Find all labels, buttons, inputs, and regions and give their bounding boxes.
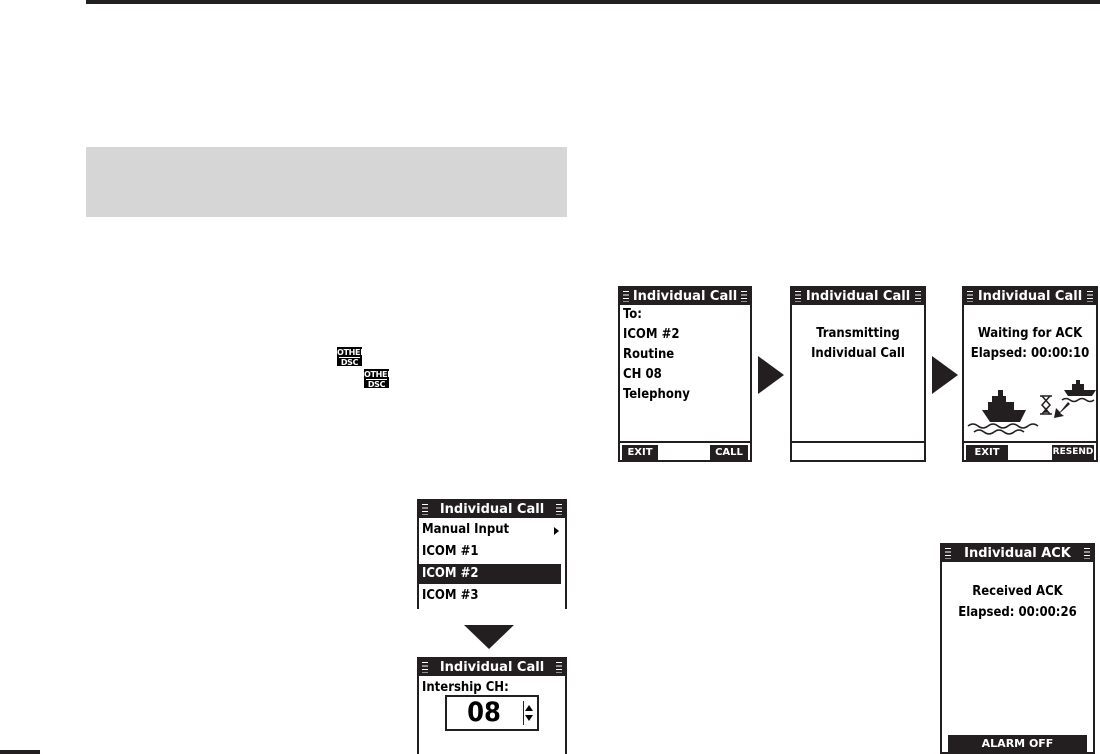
menu-icon	[556, 504, 562, 515]
return-arrow-icon	[1054, 402, 1070, 418]
screen-waiting-ack	[962, 286, 1098, 462]
hourglass-icon	[1040, 396, 1052, 414]
menu-item-icom-1[interactable]: ICOM #1	[422, 544, 479, 559]
key-icon-line1: OTHER	[337, 348, 367, 357]
screen-line: To:	[623, 307, 642, 322]
screen-title: Individual Call	[439, 502, 545, 517]
channel-value: 08	[467, 697, 501, 728]
menu-item-icom-2-selected[interactable]: ICOM #2	[419, 564, 561, 584]
right-arrow-icon	[932, 356, 958, 394]
chevron-right-icon	[554, 527, 559, 535]
top-rule	[86, 0, 1100, 4]
section-heading-box	[86, 147, 567, 217]
screen-ack-received	[940, 543, 1095, 754]
screen-line: Received ACK	[972, 584, 1063, 599]
resend-softkey[interactable]: RESEND	[1052, 445, 1094, 460]
alarm-off-softkey[interactable]: ALARM OFF	[948, 735, 1087, 752]
exit-softkey[interactable]: EXIT	[966, 445, 1008, 460]
menu-icon	[422, 662, 428, 673]
menu-item-manual-input[interactable]	[419, 520, 565, 540]
menu-icon	[795, 291, 801, 302]
other-dsc-key-icon	[337, 347, 367, 367]
channel-stepper[interactable]	[445, 695, 539, 731]
menu-icon	[915, 291, 921, 302]
menu-icon	[967, 291, 973, 302]
screen-title-bar	[964, 288, 1096, 305]
screen-title: Individual ACK	[964, 546, 1071, 561]
screen-title-bar	[792, 288, 924, 305]
menu-item-icom-3[interactable]: ICOM #3	[422, 588, 479, 603]
screen-line: Elapsed: 00:00:26	[958, 605, 1077, 620]
spin-up-icon[interactable]	[525, 705, 533, 711]
screen-line: ICOM #2	[623, 327, 680, 342]
down-arrow-icon	[464, 625, 514, 649]
screen-title-bar	[620, 288, 750, 305]
screen-line: Waiting for ACK	[977, 326, 1083, 341]
screen-line: CH 08	[623, 367, 662, 382]
ship-waiting-illustration	[964, 372, 1096, 444]
menu-icon	[422, 504, 428, 515]
page-edge-mark	[0, 750, 40, 754]
screen-line: Transmitting	[816, 326, 900, 341]
menu-icon	[623, 291, 629, 302]
screen-line: Individual Call	[811, 346, 905, 361]
stepper-divider	[523, 701, 524, 725]
screen-station-select	[417, 499, 567, 609]
menu-icon	[1084, 548, 1090, 559]
call-softkey[interactable]: CALL	[710, 445, 748, 460]
screen-intership-channel	[417, 657, 567, 754]
screen-call-confirm	[618, 286, 752, 462]
screen-line: Elapsed: 00:00:10	[970, 346, 1090, 361]
key-icon-line2: DSC	[367, 380, 386, 389]
menu-icon	[556, 662, 562, 673]
screen-line: Telephony	[623, 387, 690, 402]
menu-icon	[945, 548, 951, 559]
screen-title: Individual Call	[977, 289, 1083, 304]
large-ship-icon	[968, 390, 1038, 434]
screen-title-bar	[419, 659, 565, 676]
screen-title: Individual Call	[632, 289, 738, 304]
screen-title: Individual Call	[439, 660, 545, 675]
screen-title: Individual Call	[805, 289, 911, 304]
screen-line: Routine	[623, 347, 675, 362]
menu-icon	[1087, 291, 1093, 302]
screen-title-bar	[419, 501, 565, 518]
exit-softkey[interactable]: EXIT	[622, 445, 658, 460]
intership-ch-label: Intership CH:	[422, 680, 509, 695]
key-icon-line1: OTHER	[364, 370, 394, 379]
softkey-bar	[620, 441, 750, 460]
small-ship-icon	[1062, 380, 1096, 402]
screen-transmitting	[790, 286, 926, 462]
softkey-bar	[964, 441, 1096, 460]
menu-icon	[741, 291, 747, 302]
screen-title-bar	[942, 545, 1093, 562]
right-arrow-icon	[758, 356, 784, 394]
softkey-bar	[792, 441, 924, 460]
key-icon-line2: DSC	[340, 358, 359, 367]
menu-item-label: Manual Input	[422, 522, 510, 537]
spin-down-icon[interactable]	[525, 715, 533, 721]
other-dsc-key-icon	[364, 369, 394, 389]
